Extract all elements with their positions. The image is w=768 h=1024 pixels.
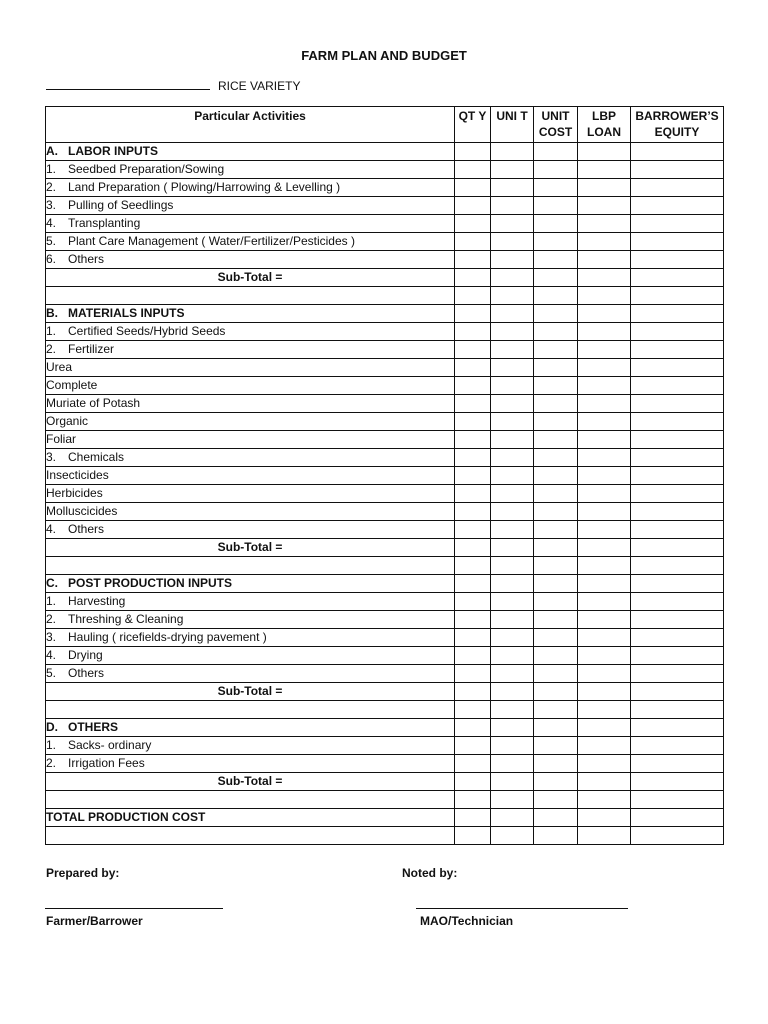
- list-item: 3. Hauling ( ricefields-drying pavement ): [46, 629, 455, 647]
- mao-technician-caption: MAO/Technician: [420, 914, 514, 928]
- table-cell: [455, 305, 491, 323]
- table-cell[interactable]: [491, 773, 534, 791]
- list-item: 1. Harvesting: [46, 593, 455, 611]
- table-cell: [534, 341, 578, 359]
- table-cell[interactable]: [455, 683, 491, 701]
- table-cell[interactable]: [455, 359, 491, 377]
- table-cell: [534, 827, 578, 845]
- table-cell: [631, 827, 724, 845]
- table-cell[interactable]: [631, 359, 724, 377]
- table-cell[interactable]: [455, 611, 491, 629]
- table-cell[interactable]: [578, 269, 631, 287]
- table-cell[interactable]: [631, 503, 724, 521]
- table-cell[interactable]: [491, 521, 534, 539]
- table-cell[interactable]: [534, 593, 578, 611]
- table-cell[interactable]: [455, 485, 491, 503]
- table-cell[interactable]: [631, 593, 724, 611]
- section-c-heading: C. POST PRODUCTION INPUTS: [46, 575, 455, 593]
- table-cell: [631, 719, 724, 737]
- table-row: [46, 665, 724, 683]
- list-item: 1. Seedbed Preparation/Sowing: [46, 161, 455, 179]
- table-cell[interactable]: [455, 377, 491, 395]
- table-cell: [534, 701, 578, 719]
- table-cell[interactable]: [578, 395, 631, 413]
- table-cell: [534, 287, 578, 305]
- table-cell[interactable]: [455, 323, 491, 341]
- rice-variety-label: RICE VARIETY: [218, 79, 301, 93]
- table-cell[interactable]: [631, 233, 724, 251]
- farmer-barrower-caption: Farmer/Barrower: [46, 914, 143, 928]
- table-cell[interactable]: [578, 539, 631, 557]
- table-cell[interactable]: [534, 197, 578, 215]
- spacer-row: [46, 287, 724, 305]
- table-cell[interactable]: [455, 521, 491, 539]
- table-cell[interactable]: [578, 611, 631, 629]
- col-unit: UNI T: [491, 107, 534, 143]
- table-cell: [631, 791, 724, 809]
- col-barrowers-equity: BARROWER’S EQUITY: [631, 107, 724, 143]
- table-cell: [455, 287, 491, 305]
- table-cell: [631, 341, 724, 359]
- table-cell: [46, 701, 455, 719]
- table-cell[interactable]: [491, 809, 534, 827]
- table-cell[interactable]: [455, 773, 491, 791]
- spacer-row: [46, 557, 724, 575]
- table-cell[interactable]: [631, 197, 724, 215]
- list-item: Herbicides: [46, 485, 455, 503]
- table-cell[interactable]: [578, 683, 631, 701]
- table-row: [46, 449, 724, 467]
- table-cell[interactable]: [491, 197, 534, 215]
- table-cell: [534, 575, 578, 593]
- table-cell[interactable]: [578, 161, 631, 179]
- list-item: Foliar: [46, 431, 455, 449]
- table-cell[interactable]: [491, 359, 534, 377]
- table-row: [46, 629, 724, 647]
- col-unit-cost: UNIT COST: [534, 107, 578, 143]
- table-cell[interactable]: [455, 395, 491, 413]
- table-cell: [491, 143, 534, 161]
- table-cell[interactable]: [578, 413, 631, 431]
- table-cell[interactable]: [631, 323, 724, 341]
- table-cell[interactable]: [455, 179, 491, 197]
- page-title: FARM PLAN AND BUDGET: [301, 48, 467, 63]
- table-cell[interactable]: [455, 665, 491, 683]
- table-cell: [46, 827, 455, 845]
- table-cell[interactable]: [631, 629, 724, 647]
- table-cell[interactable]: [491, 467, 534, 485]
- table-cell: [455, 827, 491, 845]
- table-row: [46, 251, 724, 269]
- table-cell[interactable]: [631, 179, 724, 197]
- mao-signature-line[interactable]: [416, 908, 628, 909]
- table-cell[interactable]: [578, 809, 631, 827]
- table-cell: [46, 791, 455, 809]
- table-cell[interactable]: [534, 503, 578, 521]
- table-cell: [631, 575, 724, 593]
- table-cell: [631, 557, 724, 575]
- col-qty: QT Y: [455, 107, 491, 143]
- col-particular-activities: Particular Activities: [46, 107, 455, 143]
- table-cell[interactable]: [455, 161, 491, 179]
- table-cell: [534, 719, 578, 737]
- table-cell[interactable]: [534, 773, 578, 791]
- table-cell[interactable]: [534, 323, 578, 341]
- table-row: [46, 215, 724, 233]
- list-item: Muriate of Potash: [46, 395, 455, 413]
- table-cell[interactable]: [631, 755, 724, 773]
- table-cell: [578, 143, 631, 161]
- table-cell: [455, 575, 491, 593]
- table-cell[interactable]: [578, 251, 631, 269]
- table-cell: [46, 557, 455, 575]
- table-cell[interactable]: [534, 233, 578, 251]
- table-row: [46, 323, 724, 341]
- table-cell[interactable]: [491, 323, 534, 341]
- table-cell: [578, 719, 631, 737]
- list-item: Molluscicides: [46, 503, 455, 521]
- table-cell[interactable]: [491, 413, 534, 431]
- table-row: [46, 647, 724, 665]
- table-cell[interactable]: [455, 755, 491, 773]
- table-row: [46, 395, 724, 413]
- table-row: [46, 719, 724, 737]
- table-cell[interactable]: [578, 467, 631, 485]
- table-cell: [631, 305, 724, 323]
- rice-variety-blank[interactable]: [46, 79, 210, 90]
- table-cell[interactable]: [491, 737, 534, 755]
- table-row: [46, 503, 724, 521]
- table-cell[interactable]: [455, 539, 491, 557]
- table-cell: [534, 557, 578, 575]
- table-cell: [455, 557, 491, 575]
- table-cell[interactable]: [534, 179, 578, 197]
- table-cell[interactable]: [491, 251, 534, 269]
- table-cell[interactable]: [578, 665, 631, 683]
- table-cell: [491, 449, 534, 467]
- list-item: Complete: [46, 377, 455, 395]
- section-a-heading: A. LABOR INPUTS: [46, 143, 455, 161]
- table-cell[interactable]: [534, 377, 578, 395]
- table-cell[interactable]: [578, 503, 631, 521]
- table-cell: [455, 701, 491, 719]
- table-row: [46, 575, 724, 593]
- table-cell: [491, 575, 534, 593]
- list-item: Urea: [46, 359, 455, 377]
- table-row: [46, 755, 724, 773]
- table-row: [46, 593, 724, 611]
- table-cell[interactable]: [578, 377, 631, 395]
- table-cell[interactable]: [578, 233, 631, 251]
- table-cell[interactable]: [631, 683, 724, 701]
- table-cell[interactable]: [578, 593, 631, 611]
- table-row: [46, 485, 724, 503]
- table-cell[interactable]: [455, 503, 491, 521]
- table-cell[interactable]: [631, 161, 724, 179]
- list-item: 1. Sacks- ordinary: [46, 737, 455, 755]
- table-cell[interactable]: [631, 413, 724, 431]
- table-cell[interactable]: [491, 611, 534, 629]
- table-cell[interactable]: [534, 395, 578, 413]
- table-cell[interactable]: [455, 197, 491, 215]
- table-cell[interactable]: [631, 521, 724, 539]
- spacer-row: [46, 827, 724, 845]
- table-cell[interactable]: [534, 485, 578, 503]
- table-row: [46, 737, 724, 755]
- table-row: [46, 431, 724, 449]
- table-cell[interactable]: [491, 683, 534, 701]
- list-item: 4. Drying: [46, 647, 455, 665]
- table-cell[interactable]: [534, 611, 578, 629]
- table-cell[interactable]: [491, 161, 534, 179]
- table-cell[interactable]: [631, 251, 724, 269]
- table-cell[interactable]: [631, 395, 724, 413]
- table-cell: [491, 305, 534, 323]
- table-cell[interactable]: [491, 485, 534, 503]
- total-production-cost-label: TOTAL PRODUCTION COST: [46, 809, 455, 827]
- table-row: [46, 179, 724, 197]
- table-cell[interactable]: [578, 431, 631, 449]
- table-cell[interactable]: [491, 755, 534, 773]
- subtotal-row: [46, 539, 724, 557]
- list-item: 1. Certified Seeds/Hybrid Seeds: [46, 323, 455, 341]
- table-cell[interactable]: [578, 737, 631, 755]
- table-cell: [455, 791, 491, 809]
- farmer-signature-line[interactable]: [45, 908, 223, 909]
- table-cell[interactable]: [491, 539, 534, 557]
- table-cell[interactable]: [534, 683, 578, 701]
- list-item: 5. Plant Care Management ( Water/Fertilizer/Pesticides ): [46, 233, 455, 251]
- list-item: Insecticides: [46, 467, 455, 485]
- col-lbp-loan: LBP LOAN: [578, 107, 631, 143]
- table-cell[interactable]: [631, 809, 724, 827]
- table-cell: [631, 143, 724, 161]
- table-cell[interactable]: [578, 647, 631, 665]
- list-item: Organic: [46, 413, 455, 431]
- rice-variety-field: [46, 79, 300, 93]
- table-cell[interactable]: [534, 215, 578, 233]
- table-cell: [631, 449, 724, 467]
- subtotal-label: Sub-Total =: [46, 539, 455, 557]
- table-cell[interactable]: [491, 395, 534, 413]
- table-cell[interactable]: [534, 629, 578, 647]
- table-cell[interactable]: [491, 629, 534, 647]
- table-cell[interactable]: [578, 359, 631, 377]
- table-cell[interactable]: [455, 269, 491, 287]
- table-cell[interactable]: [455, 593, 491, 611]
- table-row: [46, 341, 724, 359]
- table-cell[interactable]: [455, 215, 491, 233]
- table-cell[interactable]: [578, 629, 631, 647]
- table-row: [46, 161, 724, 179]
- spacer-row: [46, 701, 724, 719]
- table-cell[interactable]: [491, 179, 534, 197]
- table-cell: [534, 143, 578, 161]
- table-cell: [491, 827, 534, 845]
- list-item: 2. Fertilizer: [46, 341, 455, 359]
- table-cell[interactable]: [534, 737, 578, 755]
- table-cell[interactable]: [455, 251, 491, 269]
- table-cell: [578, 791, 631, 809]
- table-cell: [578, 827, 631, 845]
- table-cell[interactable]: [578, 773, 631, 791]
- table-cell[interactable]: [491, 431, 534, 449]
- table-cell[interactable]: [631, 485, 724, 503]
- prepared-by-label: Prepared by:: [46, 866, 120, 880]
- table-cell: [534, 305, 578, 323]
- table-cell[interactable]: [631, 269, 724, 287]
- table-cell[interactable]: [455, 233, 491, 251]
- table-cell[interactable]: [491, 593, 534, 611]
- table-cell[interactable]: [534, 467, 578, 485]
- table-cell[interactable]: [455, 467, 491, 485]
- table-row: [46, 413, 724, 431]
- list-item: 2. Land Preparation ( Plowing/Harrowing & Levelling ): [46, 179, 455, 197]
- table-cell[interactable]: [491, 377, 534, 395]
- table-cell[interactable]: [631, 431, 724, 449]
- table-row: [46, 377, 724, 395]
- table-cell[interactable]: [491, 233, 534, 251]
- subtotal-row: [46, 269, 724, 287]
- list-item: 4. Others: [46, 521, 455, 539]
- list-item: 3. Chemicals: [46, 449, 455, 467]
- table-cell[interactable]: [534, 521, 578, 539]
- table-cell[interactable]: [534, 539, 578, 557]
- section-d-heading: D. OTHERS: [46, 719, 455, 737]
- subtotal-label: Sub-Total =: [46, 773, 455, 791]
- list-item: 4. Transplanting: [46, 215, 455, 233]
- table-cell: [455, 143, 491, 161]
- table-cell: [455, 719, 491, 737]
- table-cell: [578, 449, 631, 467]
- table-cell: [578, 701, 631, 719]
- table-cell[interactable]: [455, 431, 491, 449]
- table-cell[interactable]: [631, 773, 724, 791]
- table-cell: [631, 701, 724, 719]
- table-cell[interactable]: [631, 377, 724, 395]
- table-cell[interactable]: [455, 647, 491, 665]
- table-cell[interactable]: [534, 161, 578, 179]
- table-cell: [534, 791, 578, 809]
- table-cell[interactable]: [534, 269, 578, 287]
- noted-by-label: Noted by:: [402, 866, 458, 880]
- table-cell[interactable]: [491, 665, 534, 683]
- subtotal-label: Sub-Total =: [46, 269, 455, 287]
- subtotal-label: Sub-Total =: [46, 683, 455, 701]
- table-cell[interactable]: [578, 197, 631, 215]
- table-cell: [491, 287, 534, 305]
- table-cell[interactable]: [631, 215, 724, 233]
- list-item: 6. Others: [46, 251, 455, 269]
- table-cell[interactable]: [534, 647, 578, 665]
- table-cell[interactable]: [491, 647, 534, 665]
- table-cell[interactable]: [534, 413, 578, 431]
- list-item: 5. Others: [46, 665, 455, 683]
- table-row: [46, 611, 724, 629]
- table-cell[interactable]: [631, 665, 724, 683]
- table-cell[interactable]: [534, 359, 578, 377]
- table-cell[interactable]: [491, 269, 534, 287]
- table-cell[interactable]: [491, 503, 534, 521]
- table-cell: [578, 287, 631, 305]
- section-b-heading: B. MATERIALS INPUTS: [46, 305, 455, 323]
- table-cell: [578, 341, 631, 359]
- table-cell[interactable]: [578, 521, 631, 539]
- table-cell[interactable]: [534, 251, 578, 269]
- table-cell: [46, 287, 455, 305]
- table-cell[interactable]: [455, 629, 491, 647]
- table-cell[interactable]: [534, 755, 578, 773]
- table-cell[interactable]: [534, 665, 578, 683]
- table-cell: [491, 341, 534, 359]
- table-cell[interactable]: [631, 539, 724, 557]
- list-item: 2. Threshing & Cleaning: [46, 611, 455, 629]
- subtotal-row: [46, 683, 724, 701]
- table-row: [46, 233, 724, 251]
- table-cell[interactable]: [631, 467, 724, 485]
- table-cell: [455, 449, 491, 467]
- table-cell[interactable]: [631, 647, 724, 665]
- subtotal-row: [46, 773, 724, 791]
- table-cell[interactable]: [578, 215, 631, 233]
- table-cell[interactable]: [455, 413, 491, 431]
- table-cell: [578, 305, 631, 323]
- table-cell[interactable]: [578, 485, 631, 503]
- table-cell: [491, 557, 534, 575]
- list-item: 3. Pulling of Seedlings: [46, 197, 455, 215]
- table-cell: [578, 557, 631, 575]
- budget-table: [45, 106, 724, 845]
- table-cell[interactable]: [455, 737, 491, 755]
- table-row: [46, 521, 724, 539]
- table-cell: [491, 791, 534, 809]
- table-cell[interactable]: [455, 809, 491, 827]
- table-cell[interactable]: [631, 611, 724, 629]
- table-cell[interactable]: [578, 179, 631, 197]
- table-cell: [631, 287, 724, 305]
- header-row: [46, 107, 724, 143]
- table-cell[interactable]: [534, 809, 578, 827]
- table-cell[interactable]: [534, 431, 578, 449]
- table-cell[interactable]: [631, 737, 724, 755]
- list-item: 2. Irrigation Fees: [46, 755, 455, 773]
- table-cell: [455, 341, 491, 359]
- table-cell: [578, 575, 631, 593]
- table-cell[interactable]: [491, 215, 534, 233]
- table-cell[interactable]: [578, 323, 631, 341]
- table-row: [46, 197, 724, 215]
- table-row: [46, 305, 724, 323]
- table-cell[interactable]: [578, 755, 631, 773]
- spacer-row: [46, 791, 724, 809]
- table-row: [46, 143, 724, 161]
- table-cell: [491, 719, 534, 737]
- table-row: [46, 467, 724, 485]
- table-row: [46, 359, 724, 377]
- table-cell: [491, 701, 534, 719]
- table-cell: [534, 449, 578, 467]
- total-row: [46, 809, 724, 827]
